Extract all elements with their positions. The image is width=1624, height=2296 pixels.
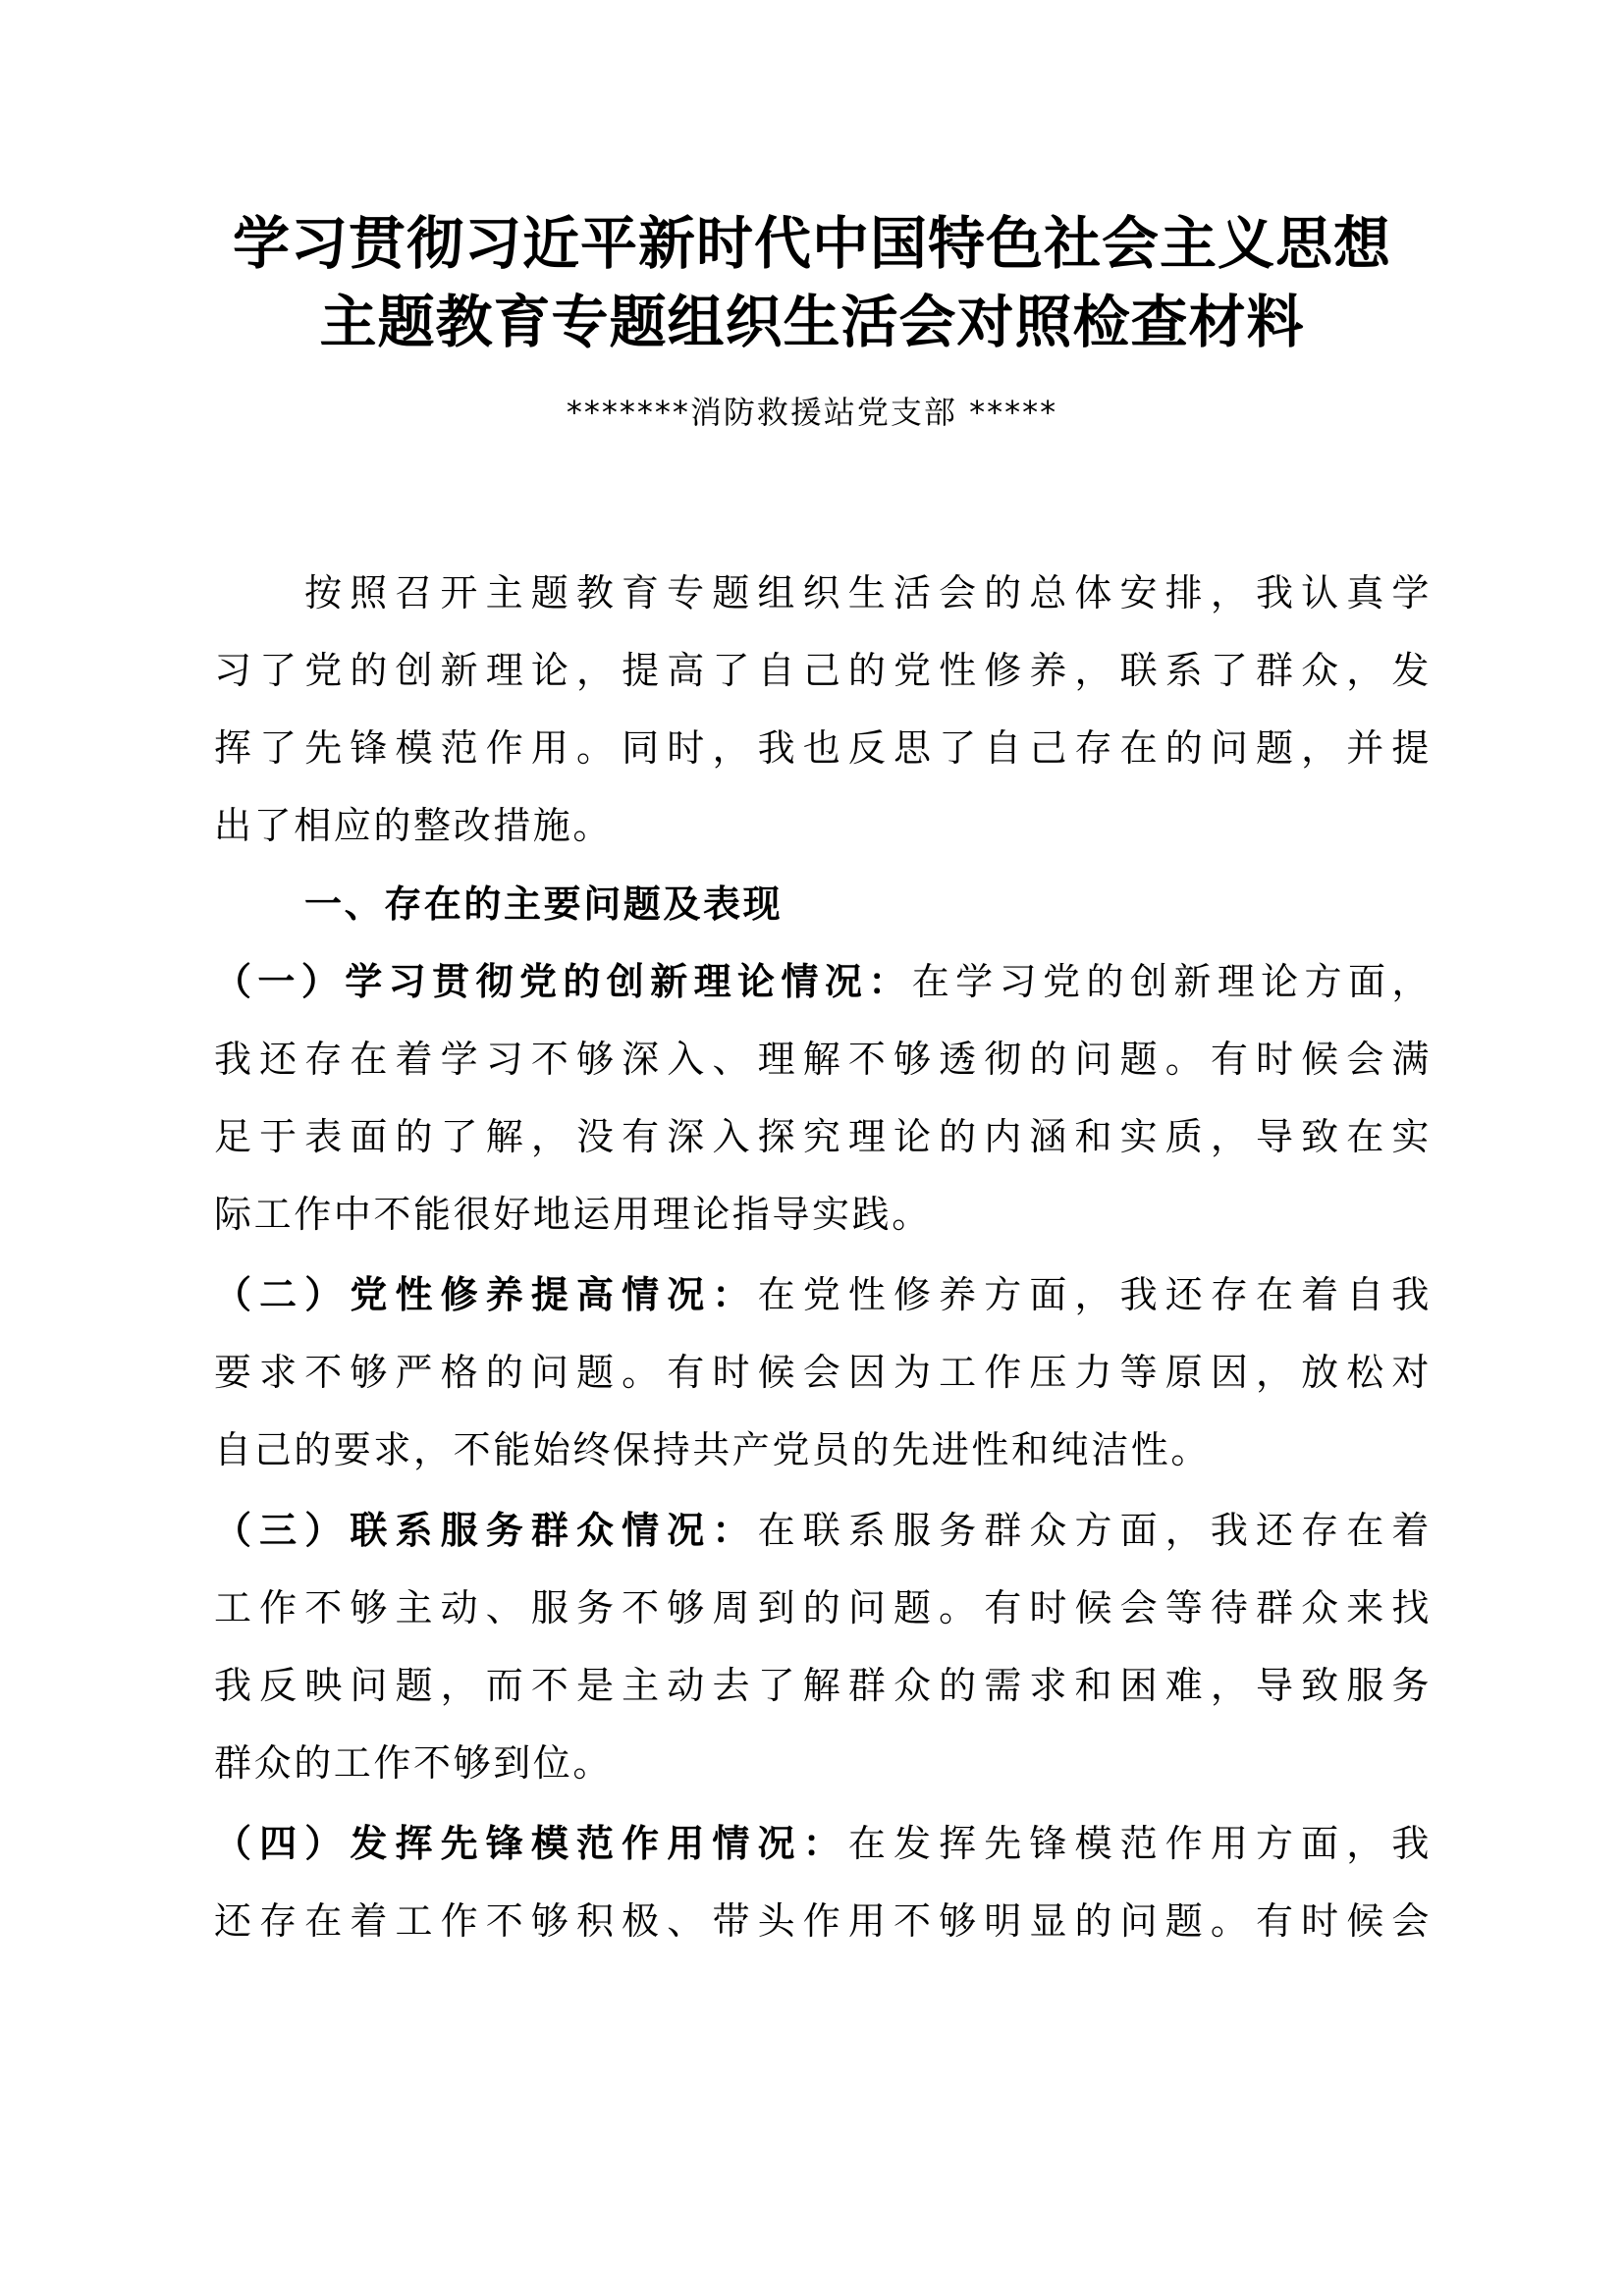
item-2-line-2: 要求不够严格的问题。有时候会因为工作压力等原因，放松对	[214, 1351, 1432, 1394]
intro-line-3: 挥了先锋模范作用。同时，我也反思了自己存在的问题，并提	[214, 726, 1432, 770]
item-1-line-4: 际工作中不能很好地运用理论指导实践。	[214, 1193, 932, 1236]
document-subtitle: *******消防救援站党支部 *****	[566, 394, 1058, 431]
item-1-first-line	[214, 952, 1432, 1011]
item-1-line-3: 足于表面的了解，没有深入探究理论的内涵和实质，导致在实	[214, 1115, 1432, 1158]
item-3-line-4: 群众的工作不够到位。	[214, 1741, 614, 1785]
item-4-first-line	[214, 1814, 1432, 1873]
item-4-line-2: 还存在着工作不够积极、带头作用不够明显的问题。有时候会	[214, 1899, 1432, 1943]
document-title-line-2: 主题教育专题组织生活会对照检查材料	[319, 289, 1305, 355]
item-4-label: （四）发挥先锋模范作用情况：	[214, 1822, 848, 1865]
item-1-line-2: 我还存在着学习不够深入、理解不够透彻的问题。有时候会满	[214, 1038, 1432, 1081]
item-3-first-line	[214, 1501, 1432, 1560]
item-3-line-3: 我反映问题，而不是主动去了解群众的需求和困难，导致服务	[214, 1664, 1432, 1707]
intro-line-4: 出了相应的整改措施。	[214, 804, 614, 847]
item-2-line-3: 自己的要求，不能始终保持共产党员的先进性和纯洁性。	[214, 1428, 1212, 1471]
item-2-text: 在党性修养方面，我还存在着自我	[757, 1273, 1432, 1316]
intro-line-2: 习了党的创新理论，提高了自己的党性修养，联系了群众，发	[214, 649, 1432, 692]
item-3-line-2: 工作不够主动、服务不够周到的问题。有时候会等待群众来找	[214, 1586, 1432, 1629]
intro-line-1: 按照召开主题教育专题组织生活会的总体安排，我认真学	[304, 571, 1432, 614]
document-title-line-1: 学习贯彻习近平新时代中国特色社会主义思想	[232, 210, 1391, 277]
section-heading: 一、存在的主要问题及表现	[304, 882, 784, 926]
item-1-label: （一）学习贯彻党的创新理论情况：	[214, 960, 912, 1003]
item-1-text: 在学习党的创新理论方面，	[911, 960, 1432, 1003]
item-2-first-line	[214, 1265, 1432, 1324]
item-3-label: （三）联系服务群众情况：	[214, 1509, 758, 1552]
item-4-text: 在发挥先锋模范作用方面，我	[847, 1822, 1432, 1865]
item-2-label: （二）党性修养提高情况：	[214, 1273, 758, 1316]
item-3-text: 在联系服务群众方面，我还存在着	[757, 1509, 1432, 1552]
